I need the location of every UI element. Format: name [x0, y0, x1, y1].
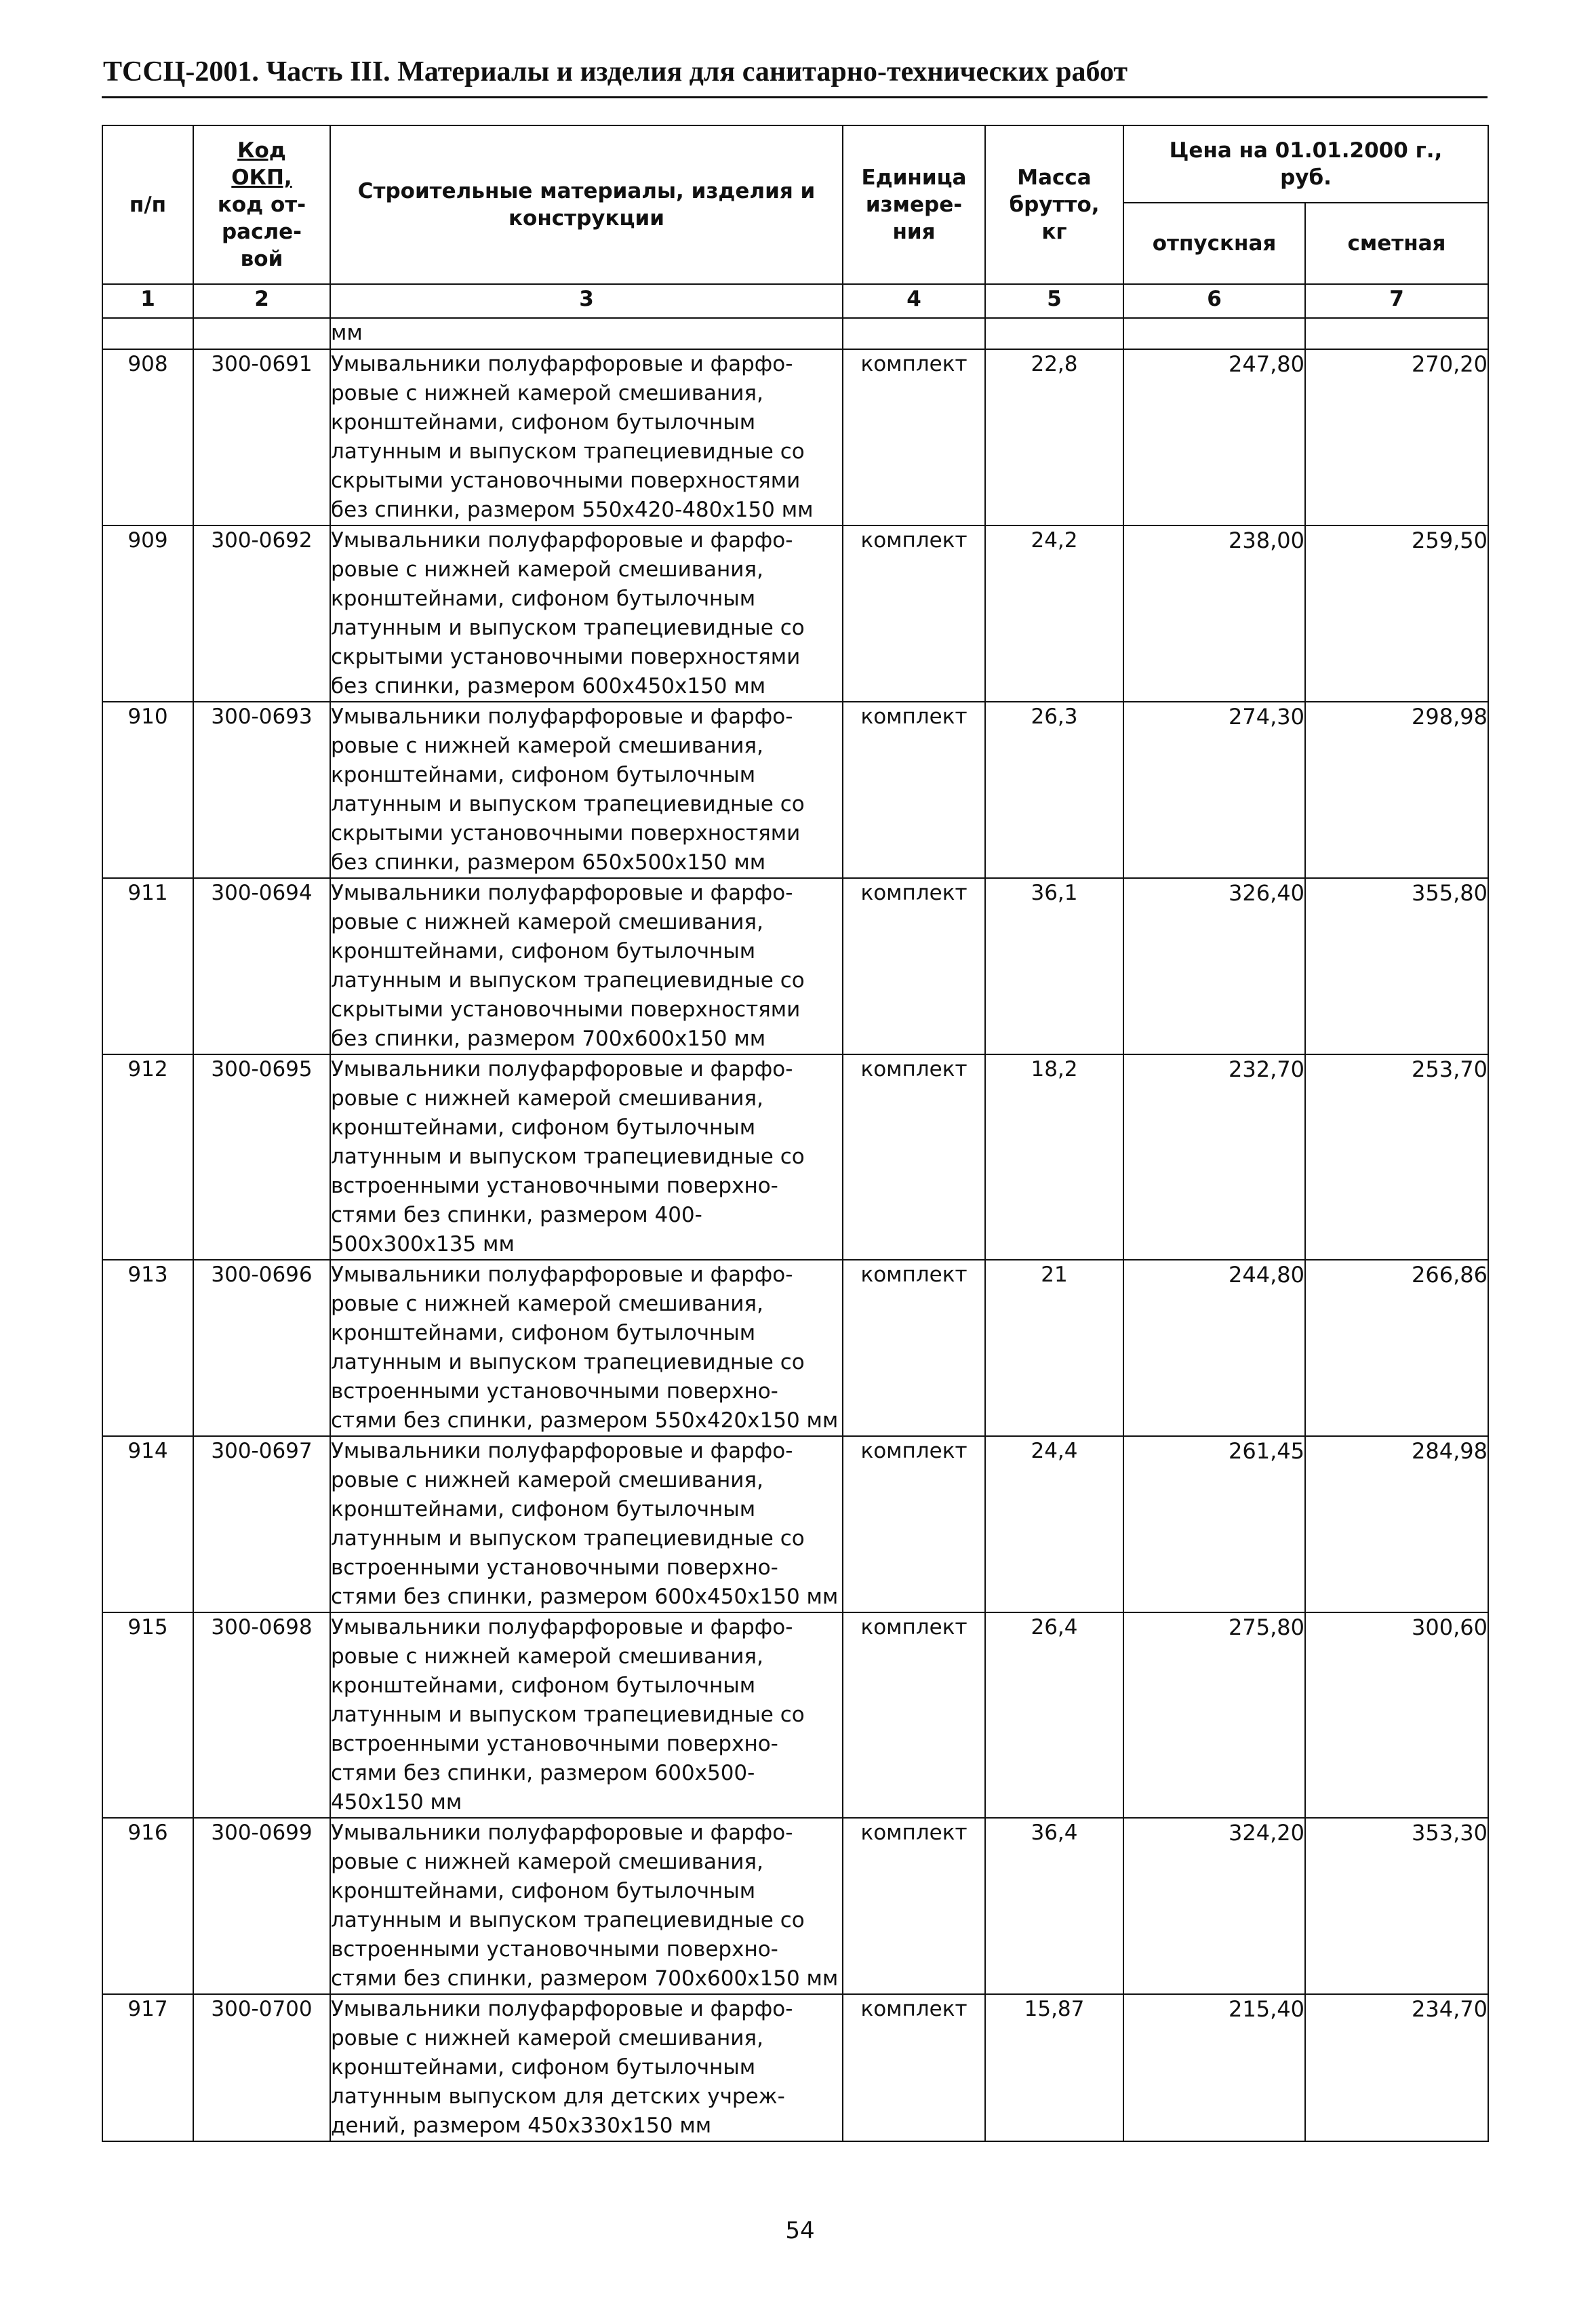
table-row — [102, 1054, 1488, 1260]
row-mass: 36,4 — [985, 1818, 1123, 1994]
table-row — [102, 1994, 1488, 2141]
row-code: 300-0698 — [193, 1612, 330, 1818]
row-name: Умывальники полуфарфоровые и фарфо-ровые с нижней камерой смешивания, кронштейнами, сифоном бутылочным латунным и выпуском трапециевидные со встроенными установочными поверхно-стями без спинки, размером 600x500-450x150 мм — [330, 1612, 843, 1818]
row-code: 300-0695 — [193, 1054, 330, 1260]
row-price-release: 274,30 — [1123, 702, 1305, 878]
table-row — [102, 349, 1488, 525]
header-code-line1: Код — [237, 138, 286, 163]
row-price-release: 232,70 — [1123, 1054, 1305, 1260]
header-code-line4: расле- — [221, 220, 302, 244]
price-table — [102, 125, 1489, 2142]
row-price-estimate: 253,70 — [1305, 1054, 1488, 1260]
row-num: 910 — [102, 702, 193, 878]
row-price-estimate: 284,98 — [1305, 1436, 1488, 1612]
row-code: 300-0697 — [193, 1436, 330, 1612]
column-number: 7 — [1305, 284, 1488, 318]
column-number: 3 — [330, 284, 843, 318]
row-price-estimate: 300,60 — [1305, 1612, 1488, 1818]
row-unit: комплект — [843, 1436, 985, 1612]
row-unit: комплект — [843, 1260, 985, 1436]
header-num: п/п — [102, 125, 193, 284]
row-unit: комплект — [843, 1612, 985, 1818]
column-number: 4 — [843, 284, 985, 318]
row-mass: 18,2 — [985, 1054, 1123, 1260]
row-name: Умывальники полуфарфоровые и фарфо-ровые с нижней камерой смешивания, кронштейнами, сифоном бутылочным латунным и выпуском трапециевидные со скрытыми установочными поверхностями без спинки, размером 550x420-480x150 мм — [330, 349, 843, 525]
row-price-release: 261,45 — [1123, 1436, 1305, 1612]
row-mass: 26,4 — [985, 1612, 1123, 1818]
continuation-row — [102, 318, 1488, 349]
table-row — [102, 1612, 1488, 1818]
row-name: Умывальники полуфарфоровые и фарфо-ровые с нижней камерой смешивания, кронштейнами, сифоном бутылочным латунным и выпуском трапециевидные со скрытыми установочными поверхностями без спинки, размером 650x500x150 мм — [330, 702, 843, 878]
table-header — [102, 125, 1488, 284]
header-name: Строительные материалы, изделия и конструкции — [330, 125, 843, 284]
row-code: 300-0700 — [193, 1994, 330, 2141]
row-name: Умывальники полуфарфоровые и фарфо-ровые с нижней камерой смешивания, кронштейнами, сифоном бутылочным латунным и выпуском трапециевидные со встроенными установочными поверхно-стями без спинки, размером 400-500x300x135 мм — [330, 1054, 843, 1260]
row-price-estimate: 234,70 — [1305, 1994, 1488, 2141]
row-price-estimate: 270,20 — [1305, 349, 1488, 525]
column-number-row — [102, 284, 1488, 318]
header-code-line2: ОКП, — [231, 165, 292, 190]
table-row — [102, 525, 1488, 702]
table-row — [102, 1260, 1488, 1436]
row-num: 914 — [102, 1436, 193, 1612]
row-mass: 36,1 — [985, 878, 1123, 1054]
row-num: 912 — [102, 1054, 193, 1260]
row-num: 916 — [102, 1818, 193, 1994]
column-number: 1 — [102, 284, 193, 318]
header-code — [193, 125, 330, 284]
row-price-release: 326,40 — [1123, 878, 1305, 1054]
row-unit: комплект — [843, 702, 985, 878]
table-row — [102, 1818, 1488, 1994]
page-number: 54 — [785, 2217, 815, 2244]
header-price-release: отпускная — [1123, 203, 1305, 284]
row-unit: комплект — [843, 1054, 985, 1260]
header-unit: Единица измере-ния — [843, 125, 985, 284]
row-code: 300-0696 — [193, 1260, 330, 1436]
row-num: 913 — [102, 1260, 193, 1436]
header-code-line3: код от- — [217, 193, 306, 217]
row-mass: 21 — [985, 1260, 1123, 1436]
continuation-text: мм — [330, 318, 843, 349]
column-number: 5 — [985, 284, 1123, 318]
row-mass: 22,8 — [985, 349, 1123, 525]
row-code: 300-0693 — [193, 702, 330, 878]
row-mass: 24,4 — [985, 1436, 1123, 1612]
row-price-estimate: 266,86 — [1305, 1260, 1488, 1436]
header-price-estimate: сметная — [1305, 203, 1488, 284]
row-num: 911 — [102, 878, 193, 1054]
table-body — [102, 284, 1488, 2141]
row-code: 300-0691 — [193, 349, 330, 525]
row-unit: комплект — [843, 525, 985, 702]
row-mass: 15,87 — [985, 1994, 1123, 2141]
header-divider — [102, 96, 1488, 98]
row-num: 917 — [102, 1994, 193, 2141]
row-unit: комплект — [843, 1994, 985, 2141]
row-price-release: 275,80 — [1123, 1612, 1305, 1818]
row-price-estimate: 353,30 — [1305, 1818, 1488, 1994]
table-row — [102, 702, 1488, 878]
row-code: 300-0699 — [193, 1818, 330, 1994]
page-header-title: ТССЦ-2001. Часть III. Материалы и изделия для санитарно-технических работ — [103, 56, 1128, 87]
row-name: Умывальники полуфарфоровые и фарфо-ровые с нижней камерой смешивания, кронштейнами, сифоном бутылочным латунным и выпуском трапециевидные со скрытыми установочными поверхностями без спинки, размером 600x450x150 мм — [330, 525, 843, 702]
row-name: Умывальники полуфарфоровые и фарфо-ровые с нижней камерой смешивания, кронштейнами, сифоном бутылочным латунным и выпуском трапециевидные со скрытыми установочными поверхностями без спинки, размером 700x600x150 мм — [330, 878, 843, 1054]
table-row — [102, 1436, 1488, 1612]
row-price-estimate: 298,98 — [1305, 702, 1488, 878]
row-name: Умывальники полуфарфоровые и фарфо-ровые с нижней камерой смешивания, кронштейнами, сифоном бутылочным латунным и выпуском трапециевидные со встроенными установочными поверхно-стями без спинки, размером 550x420x150 мм — [330, 1260, 843, 1436]
row-name: Умывальники полуфарфоровые и фарфо-ровые с нижней камерой смешивания, кронштейнами, сифоном бутылочным латунным и выпуском трапециевидные со встроенными установочными поверхно-стями без спинки, размером 600x450x150 мм — [330, 1436, 843, 1612]
header-code-line5: вой — [240, 247, 283, 271]
row-code: 300-0692 — [193, 525, 330, 702]
row-mass: 24,2 — [985, 525, 1123, 702]
row-unit: комплект — [843, 1818, 985, 1994]
row-price-release: 215,40 — [1123, 1994, 1305, 2141]
table-row — [102, 878, 1488, 1054]
row-price-release: 247,80 — [1123, 349, 1305, 525]
row-num: 908 — [102, 349, 193, 525]
row-unit: комплект — [843, 878, 985, 1054]
row-mass: 26,3 — [985, 702, 1123, 878]
header-mass: Масса брутто, кг — [985, 125, 1123, 284]
row-price-estimate: 259,50 — [1305, 525, 1488, 702]
row-name: Умывальники полуфарфоровые и фарфо-ровые с нижней камерой смешивания, кронштейнами, сифоном бутылочным латунным выпуском для детских учреж-дений, размером 450x330x150 мм — [330, 1994, 843, 2141]
header-price-group: Цена на 01.01.2000 г., руб. — [1123, 125, 1488, 203]
row-num: 915 — [102, 1612, 193, 1818]
row-name: Умывальники полуфарфоровые и фарфо-ровые с нижней камерой смешивания, кронштейнами, сифоном бутылочным латунным и выпуском трапециевидные со встроенными установочными поверхно-стями без спинки, размером 700x600x150 мм — [330, 1818, 843, 1994]
row-code: 300-0694 — [193, 878, 330, 1054]
column-number: 6 — [1123, 284, 1305, 318]
row-price-release: 324,20 — [1123, 1818, 1305, 1994]
row-num: 909 — [102, 525, 193, 702]
row-price-estimate: 355,80 — [1305, 878, 1488, 1054]
row-unit: комплект — [843, 349, 985, 525]
row-price-release: 238,00 — [1123, 525, 1305, 702]
row-price-release: 244,80 — [1123, 1260, 1305, 1436]
column-number: 2 — [193, 284, 330, 318]
